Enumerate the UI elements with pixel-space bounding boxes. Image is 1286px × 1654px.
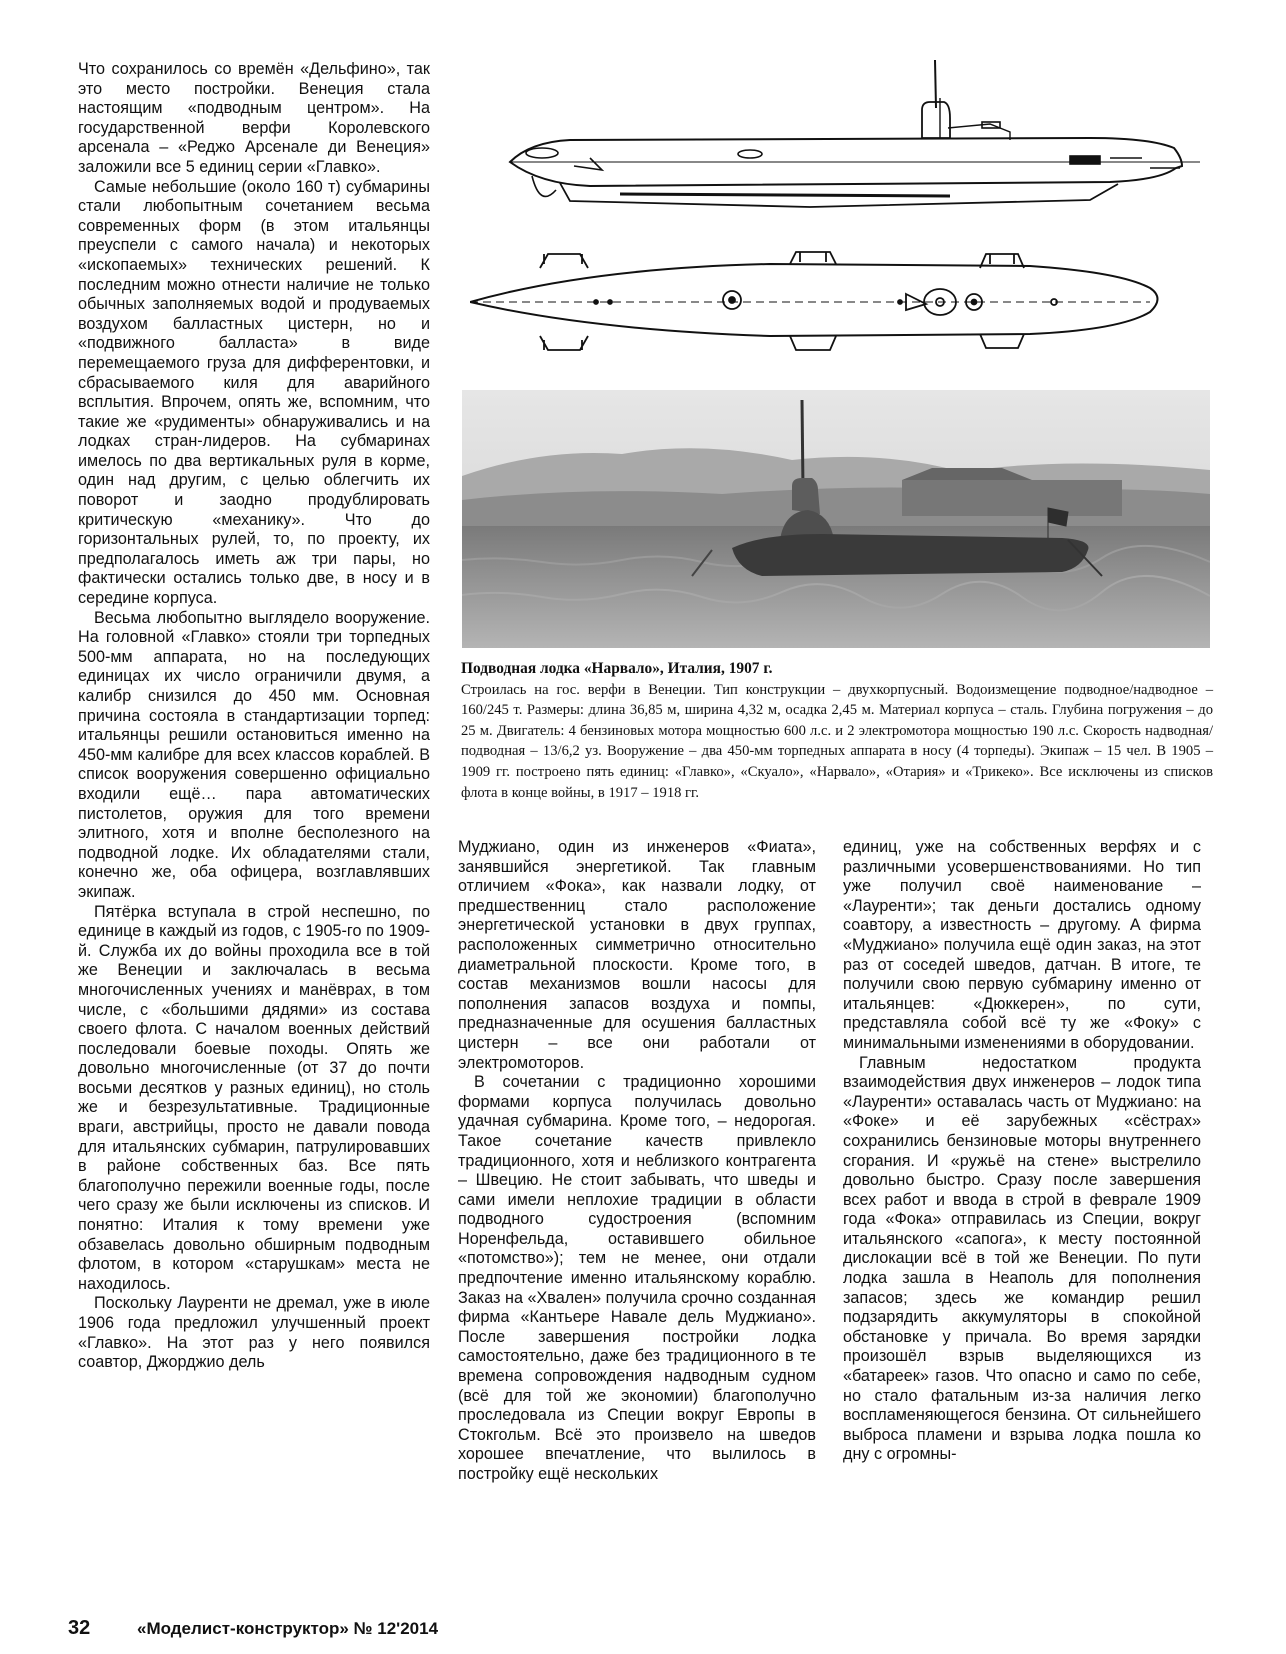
paragraph: Муджиано, один из инженеров «Фиата», занявшийся энергетикой. Так главным отличием «Фока», как назвали лодку, от предшественниц стало расположение энергетической установки в двух группах, расположенных симметрично относительно диаметральной плоскости. Кроме того, в состав механизмов вошли насосы для пополнения запасов воздуха и помпы, предназначенные для осушения балластных цистерн – все они работали от электромоторов. <box>458 838 816 1072</box>
caption-title: Подводная лодка «Нарвало», Италия, 1907 г. <box>461 660 773 677</box>
page-number: 32 <box>68 1617 91 1639</box>
text-column-1 <box>78 60 430 1373</box>
paragraph: Весьма любопытно выглядело вооружение. На головной «Главко» стояли три торпедных 500-мм аппарата, но на последующих единицах их число ограничили двумя, а калибр снизился до 450 мм. Основная причина состояла в стандартизации торпед: итальянцы решили остановиться именно на 450-мм калибре для всех классов кораблей. В список вооружения совершенно официально входили ещё… пара автоматических пистолетов, оружия для того времени элитного, хотя и вполне бесполезного на подводной лодке. Их обладателями стали, конечно же, оба офицера, возглавлявших экипаж. <box>78 608 430 901</box>
paragraph: Пятёрка вступала в строй неспешно, по единице в каждый из годов, с 1905-го по 1909-й. Служба их до войны проходила все в той же Венеции и заключалась в весьма многочисленных учениях и манёврах, в том числе, с «большими дядями» из состава своего флота. С началом военных действий последовали боевые походы. Опять же довольно многочисленные (от 37 до почти восьми десятков у разных единиц), но столь же и безрезультативные. Традиционные враги, австрийцы, просто не давали повода для итальянских субмарин, патрулировавших в районе собственных баз. Все пять благополучно пережили военные годы, после чего сразу же были исключены из списков. И понятно: Италия к тому времени уже обзавелась довольно обширным подводным флотом, в котором «старушкам» места не находилось. <box>78 902 430 1293</box>
text-column-3 <box>843 838 1201 1465</box>
paragraph: Главным недостатком продукта взаимодействия двух инженеров – лодок типа «Лауренти» оставалась часть от Муджиано: на «Фоке» и её зарубежных «сёстрах» сохранились бензиновые моторы внутреннего сгорания. И «ружьё на стене» выстрелило довольно быстро. Сразу после завершения всех работ и ввода в строй в феврале 1909 года «Фока» отправилась из Специи, вокруг итальянского «сапога», к месту постоянной дислокации всё в той же Венеции. По пути лодка зашла в Неаполь для пополнения запасов; здесь же командир решил подзарядить аккумуляторы в спокойной обстановке у причала. Во время зарядки произошёл взрыв выделяющихся из «батареек» газов. Что опасно и само по себе, но стало фатальным из-за наличия легко воспламеняющегося бензина. От сильнейшего выброса пламени и взрыва лодка пошла ко дну с огромны- <box>843 1053 1201 1464</box>
paragraph: В сочетании с традиционно хорошими формами корпуса получилась довольно удачная субмарина. Кроме того, – недорогая. Такое сочетание качеств привлекло традиционного, хотя и неблизкого контрагента – Швецию. Не стоит забывать, что шведы и сами имели неплохие традиции в области подводного судостроения (вспомним Норенфельда, оставившего обильное «потомство»); тем не менее, они отдали предпочтение именно итальянскому кораблю. Заказ на «Хвален» получила срочно созданная фирма «Кантьере Навале дель Муджиано». После завершения постройки лодка самостоятельно, даже без традиционного в те времена сопровождения надводным судном (всё для той же экономии) благополучно проследовала из Специи вокруг Европы в Стокгольм. Всё это произвело на шведов хорошее впечатление, что вылилось в постройку ещё нескольких <box>458 1073 816 1483</box>
submarine-side-view <box>510 60 1200 207</box>
paragraph: Самые небольшие (около 160 т) субмарины стали любопытным сочетанием весьма современных форм (в этом итальянцы преуспели с самого начала) и некоторых «ископаемых» технических решений. К последним можно отнести наличие не только обычных заполняемых водой и продуваемых воздухом балластных цистерн, но и «подвижного балласта» в виде перемещаемого груза для дифферентовки, и сбрасываемого киля для аварийного всплытия. Впрочем, опять же, вспомним, что такие же «рудименты» обнаруживались и на лодках стран-лидеров. На субмаринах имелось по два вертикальных руля в корме, один над другим, с целью облегчить их поворот и заодно продублировать критическую «механику». Что до горизонтальных рулей, то, по проекту, их предполагалось иметь аж три пары, но фактически остались только две, в носу и в середине корпуса. <box>78 177 430 608</box>
page-footer <box>68 1617 768 1640</box>
paragraph: единиц, уже на собственных верфях и с различными усовершенствованиями. Но тип уже получил своё наименование – «Лауренти»; так деньги достались одному соавтору, а известность – другому. А фирма «Муджиано» получила ещё один заказ, на этот раз от соседей шведов, датчан. В итоге, те получили свою первую субмарину именно от итальянцев: «Дюккерен», по сути, представляла собой всё ту же «Фоку» с минимальными изменениями в оборудовании. <box>843 838 1201 1052</box>
submarine-top-view <box>470 252 1158 350</box>
historical-photo <box>462 390 1210 648</box>
submarine-drawings <box>470 58 1210 380</box>
paragraph: Поскольку Лауренти не дремал, уже в июле 1906 года предложил улучшенный проект «Главко». На этот раз у него появился соавтор, Джорджио дель <box>78 1294 430 1372</box>
paragraph: Что сохранилось со времён «Дельфино», так это место постройки. Венеция стала настоящим «подводным центром». На государственной верфи Королевского арсенала – «Реджо Арсенале ди Венеция» заложили все 5 единиц серии «Главко». <box>78 60 430 176</box>
photo-caption <box>461 659 1213 803</box>
caption-text: Строилась на гос. верфи в Венеции. Тип конструкции – двухкорпусный. Водоизмещение подводное/надводное – 160/245 т. Размеры: длина 36,85 м, ширина 4,32 м, осадка 2,45 м. Материал корпуса – сталь. Глубина погружения – до 25 м. Двигатель: 4 бензиновых мотора мощностью 600 л.с. и 2 электромотора мощностью 190 л.с. Скорость надводная/подводная – 13/6,2 уз. Вооружение – два 450-мм торпедных аппарата в носу (4 торпеды). Экипаж – 15 чел. В 1905 – 1909 гг. построено пять единиц: «Главко», «Скуало», «Нарвало», «Отария» и «Трикеко». Все исключены из списков флота в конце войны, в 1917 – 1918 гг. <box>461 681 1213 801</box>
magazine-title: «Моделист-конструктор» № 12'2014 <box>136 1619 439 1638</box>
text-column-2 <box>458 838 816 1485</box>
